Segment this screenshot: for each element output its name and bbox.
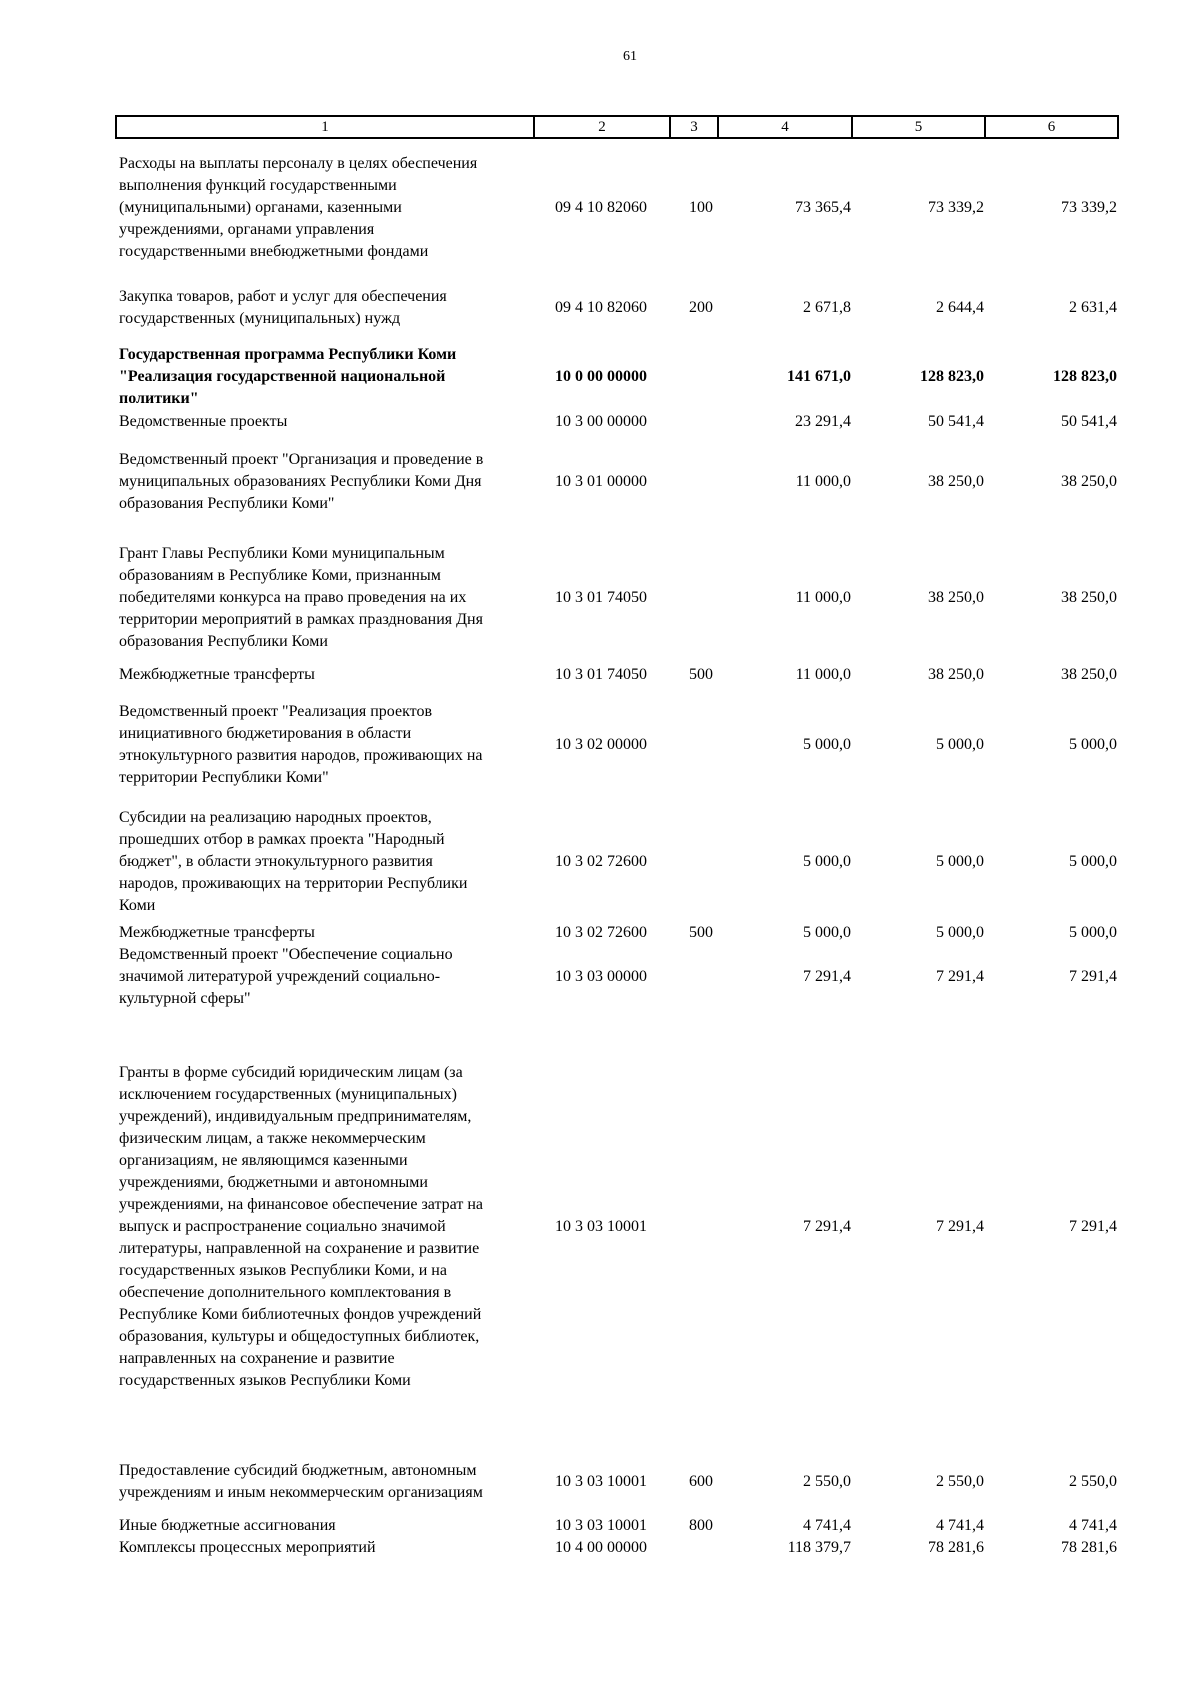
row-value-col6: 38 250,0 [1061,666,1117,683]
row-description-line: победителями конкурса на право проведения на их [119,589,467,606]
row-description-line: Иные бюджетные ассигнования [119,1517,336,1534]
row-description-line: исключением государственных (муниципальных) [119,1086,457,1103]
row-value-col6: 4 741,4 [1069,1517,1117,1534]
row-description-line: этнокультурного развития народов, проживающих на [119,747,483,764]
row-value-col5: 2 644,4 [936,299,984,316]
row-description [119,1460,529,1504]
row-description-line: политики" [119,390,199,407]
row-description-line: Предоставление субсидий бюджетным, автономным [119,1462,477,1479]
row-description-line: Закупка товаров, работ и услуг для обеспечения [119,288,447,305]
row-description-line: бюджет", в области этнокультурного развития [119,853,433,870]
row-description-line: Государственная программа Республики Коми [119,346,457,363]
row-value-col6: 2 550,0 [1069,1473,1117,1490]
row-value-col4: 73 365,4 [795,199,851,216]
row-description [119,449,529,515]
row-value-col4: 7 291,4 [803,1218,851,1235]
row-value-col4: 4 741,4 [803,1517,851,1534]
row-value-col5: 7 291,4 [936,1218,984,1235]
row-code: 10 3 03 00000 [555,968,647,985]
row-description-line: Ведомственный проект "Организация и проведение в [119,451,484,468]
row-description-line: "Реализация государственной национальной [119,368,446,385]
row-value-col4: 5 000,0 [803,853,851,870]
row-value-col6: 73 339,2 [1061,199,1117,216]
row-value-col4: 2 550,0 [803,1473,851,1490]
row-value-col5: 5 000,0 [936,736,984,753]
row-description-line: Ведомственный проект "Реализация проектов [119,703,432,720]
row-expense-type: 600 [689,1473,713,1490]
row-expense-type: 500 [689,666,713,683]
row-value-col5: 38 250,0 [928,473,984,490]
row-value-col6: 78 281,6 [1061,1539,1117,1556]
row-value-col5: 5 000,0 [936,853,984,870]
row-value-col4: 5 000,0 [803,924,851,941]
row-value-col6: 7 291,4 [1069,1218,1117,1235]
row-value-col5: 50 541,4 [928,413,984,430]
row-description-line: образованиям в Республике Коми, признанным [119,567,441,584]
row-description-line: государственных языков Республики Коми, и на [119,1262,447,1279]
row-description-line: образования Республики Коми [119,633,328,650]
column-header-6: 6 [985,116,1118,138]
row-code: 10 0 00 00000 [555,368,647,385]
row-description [119,344,529,410]
row-description-line: Ведомственный проект "Обеспечение социально [119,946,453,963]
row-description-line: Коми [119,897,156,914]
row-description [119,922,529,944]
row-value-col6: 7 291,4 [1069,968,1117,985]
row-value-col5: 4 741,4 [936,1517,984,1534]
row-code: 10 3 02 72600 [555,924,647,941]
row-description [119,1537,529,1559]
row-code: 10 3 02 00000 [555,736,647,753]
row-description-line: выполнения функций государственными [119,177,397,194]
row-value-col5: 38 250,0 [928,589,984,606]
row-value-col5: 78 281,6 [928,1539,984,1556]
row-description [119,286,529,330]
row-description-line: культурной сферы" [119,990,251,1007]
row-value-col6: 5 000,0 [1069,924,1117,941]
column-header-4: 4 [718,116,852,138]
row-value-col6: 38 250,0 [1061,589,1117,606]
row-value-col5: 5 000,0 [936,924,984,941]
row-value-col6: 5 000,0 [1069,853,1117,870]
row-description-line: муниципальных образованиях Республики Коми Дня [119,473,482,490]
row-description [119,664,529,686]
row-code: 10 3 03 10001 [555,1218,647,1235]
column-header-row [116,116,1118,138]
row-code: 10 3 01 74050 [555,666,647,683]
row-code: 10 3 03 10001 [555,1517,647,1534]
row-description-line: организациям, не являющимся казенными [119,1152,408,1169]
row-description-line: обеспечение дополнительного комплектования в [119,1284,452,1301]
row-description-line: государственных языков Республики Коми [119,1372,411,1389]
row-description [119,1062,529,1392]
row-description-line: Субсидии на реализацию народных проектов, [119,809,432,826]
row-description-line: учреждениями, бюджетными и автономными [119,1174,428,1191]
row-value-col4: 11 000,0 [795,473,851,490]
row-description [119,411,529,433]
row-value-col6: 38 250,0 [1061,473,1117,490]
row-value-col4: 118 379,7 [787,1539,851,1556]
column-header-2: 2 [534,116,670,138]
column-header-5: 5 [852,116,985,138]
row-value-col6: 128 823,0 [1053,368,1117,385]
row-code: 10 3 01 74050 [555,589,647,606]
row-description-line: (муниципальными) органами, казенными [119,199,402,216]
row-value-col4: 141 671,0 [787,368,851,385]
row-description-line: Республике Коми библиотечных фондов учреждений [119,1306,482,1323]
column-header-table [115,115,1119,139]
column-header-1: 1 [116,116,534,138]
row-description [119,701,529,789]
row-expense-type: 200 [689,299,713,316]
row-value-col4: 2 671,8 [803,299,851,316]
row-code: 10 3 00 00000 [555,413,647,430]
column-header-3: 3 [670,116,718,138]
row-code: 10 3 01 00000 [555,473,647,490]
row-value-col6: 5 000,0 [1069,736,1117,753]
row-expense-type: 100 [689,199,713,216]
row-value-col5: 128 823,0 [920,368,984,385]
row-value-col4: 11 000,0 [795,589,851,606]
row-description-line: выпуск и распространение социально значимой [119,1218,446,1235]
row-description-line: образования, культуры и общедоступных библиотек, [119,1328,480,1345]
row-description-line: прошедших отбор в рамках проекта "Народный [119,831,445,848]
row-description-line: учреждениям и иным некоммерческим организациям [119,1484,483,1501]
row-value-col5: 38 250,0 [928,666,984,683]
row-description-line: литературы, направленной на сохранение и развитие [119,1240,480,1257]
row-description-line: учреждениями, на финансовое обеспечение затрат на [119,1196,483,1213]
row-value-col4: 7 291,4 [803,968,851,985]
row-description [119,944,529,1010]
row-description-line: физическим лицам, а также некоммерческим [119,1130,426,1147]
row-description-line: государственных (муниципальных) нужд [119,310,401,327]
row-expense-type: 800 [689,1517,713,1534]
row-value-col4: 5 000,0 [803,736,851,753]
row-description-line: народов, проживающих на территории Республики [119,875,468,892]
row-code: 10 3 03 10001 [555,1473,647,1490]
row-description-line: Расходы на выплаты персоналу в целях обеспечения [119,155,478,172]
row-description [119,1515,529,1537]
row-description-line: инициативного бюджетирования в области [119,725,412,742]
row-description [119,543,529,653]
row-description-line: Гранты в форме субсидий юридическим лицам (за [119,1064,463,1081]
row-description-line: территории мероприятий в рамках празднования Дня [119,611,483,628]
row-value-col5: 7 291,4 [936,968,984,985]
row-description-line: направленных на сохранение и развитие [119,1350,395,1367]
row-description-line: значимой литературой учреждений социально- [119,968,441,985]
row-code: 10 3 02 72600 [555,853,647,870]
row-code: 09 4 10 82060 [555,199,647,216]
row-value-col6: 50 541,4 [1061,413,1117,430]
row-value-col6: 2 631,4 [1069,299,1117,316]
row-description-line: учреждениями, органами управления [119,221,375,238]
row-value-col4: 11 000,0 [795,666,851,683]
row-description-line: Комплексы процессных мероприятий [119,1539,376,1556]
row-description-line: государственными внебюджетными фондами [119,243,429,260]
row-description-line: образования Республики Коми" [119,495,335,512]
row-expense-type: 500 [689,924,713,941]
row-description [119,807,529,917]
row-value-col4: 23 291,4 [795,413,851,430]
row-description-line: Грант Главы Республики Коми муниципальным [119,545,445,562]
row-code: 10 4 00 00000 [555,1539,647,1556]
row-value-col5: 73 339,2 [928,199,984,216]
row-description-line: Межбюджетные трансферты [119,924,315,941]
row-value-col5: 2 550,0 [936,1473,984,1490]
row-description-line: Межбюджетные трансферты [119,666,315,683]
row-description-line: учреждений), индивидуальным предпринимателям, [119,1108,472,1125]
page-number: 61 [623,49,637,64]
row-description [119,153,529,263]
row-description-line: Ведомственные проекты [119,413,288,430]
row-code: 09 4 10 82060 [555,299,647,316]
row-description-line: территории Республики Коми" [119,769,329,786]
